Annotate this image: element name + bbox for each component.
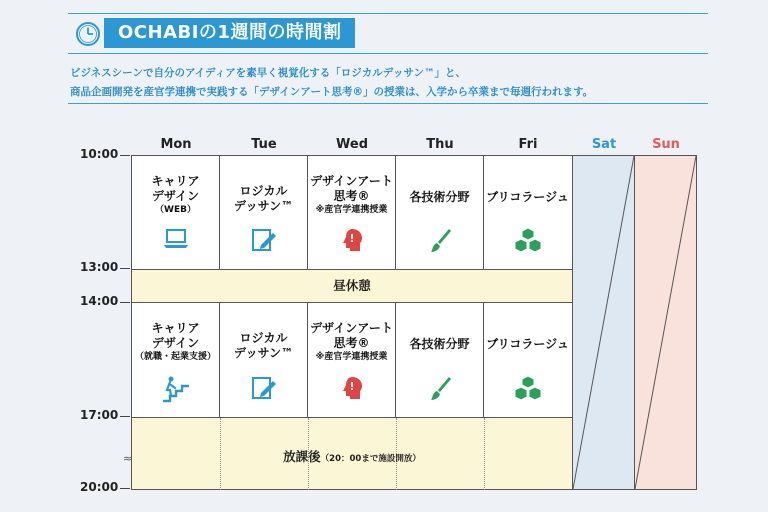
class-title-line: ブリコラージュ bbox=[486, 337, 569, 351]
afternoon-cell-fri bbox=[484, 303, 572, 417]
time-tick bbox=[120, 416, 130, 417]
time-tick bbox=[120, 155, 130, 156]
top-rule bbox=[68, 13, 708, 14]
class-title-line: 思考® bbox=[333, 336, 370, 350]
time-label: 20:00 bbox=[80, 480, 119, 494]
intro-line-1: ビジネスシーンで自分のアイディアを素早く視覚化する「ロジカルデッサン™」と、 bbox=[70, 67, 466, 79]
page-title: OCHABIの1週間の時間割 bbox=[104, 18, 355, 48]
clock-icon bbox=[74, 20, 102, 48]
morning-cell-tue bbox=[220, 156, 308, 269]
timetable-grid bbox=[131, 155, 573, 490]
day-header-mon: Mon bbox=[160, 137, 192, 152]
laptop-icon bbox=[163, 227, 189, 253]
intro-line-2: 商品企画開発を産官学連携で実践する「デザインアート思考®」の授業は、入学から卒業まで毎週行われます。 bbox=[70, 86, 594, 98]
head-idea-icon bbox=[340, 227, 364, 257]
time-label: 13:00 bbox=[80, 260, 119, 274]
day-header-wed: Wed bbox=[336, 137, 368, 152]
afternoon-cell-wed bbox=[308, 303, 396, 417]
afternoon-cell-thu bbox=[396, 303, 484, 417]
day-header-fri: Fri bbox=[518, 137, 538, 152]
class-title-line: 各技術分野 bbox=[409, 337, 470, 351]
class-note: （就職・起業支援） bbox=[134, 352, 216, 362]
class-title-line: デザイン bbox=[151, 336, 200, 350]
day-header-tue: Tue bbox=[251, 137, 277, 152]
time-label: 14:00 bbox=[80, 294, 119, 308]
after-school-block bbox=[132, 417, 572, 489]
day-header-sun: Sun bbox=[652, 137, 680, 152]
morning-cell-wed bbox=[308, 156, 396, 269]
time-tick bbox=[120, 302, 130, 303]
paintbrush-icon bbox=[428, 375, 452, 405]
class-title-line: ロジカル bbox=[239, 331, 288, 345]
afternoon-cell-mon bbox=[132, 303, 220, 417]
sunday-column bbox=[635, 155, 697, 490]
class-title-line: デザインアート bbox=[310, 174, 393, 188]
svg-text:!: ! bbox=[348, 232, 355, 245]
morning-cell-fri bbox=[484, 156, 572, 269]
class-title-line: ブリコラージュ bbox=[486, 190, 569, 204]
class-title-line: キャリア bbox=[151, 321, 200, 335]
time-tick bbox=[120, 488, 130, 489]
time-tick bbox=[120, 268, 130, 269]
paintbrush-icon bbox=[428, 227, 452, 257]
pencil-sketch-icon bbox=[251, 227, 277, 257]
class-note: ※産官学連携授業 bbox=[315, 205, 388, 215]
class-title-line: ロジカル bbox=[239, 184, 288, 198]
saturday-column bbox=[573, 155, 635, 490]
time-label: 10:00 bbox=[80, 147, 119, 161]
class-title-line: キャリア bbox=[151, 174, 200, 188]
afternoon-cell-tue bbox=[220, 303, 308, 417]
class-title-line: 思考® bbox=[333, 189, 370, 203]
head-idea-icon bbox=[340, 375, 364, 405]
cubes-icon bbox=[513, 227, 543, 257]
intro-rule bbox=[68, 103, 708, 104]
pencil-sketch-icon bbox=[251, 375, 277, 405]
after-school-label: 放課後（20：00まで施設開放） bbox=[283, 449, 421, 464]
class-title-line: デザインアート bbox=[310, 321, 393, 335]
lunch-break: 昼休憩 bbox=[132, 269, 572, 303]
class-note: （WEB） bbox=[155, 205, 196, 215]
time-gap-mark: ≈ bbox=[123, 452, 133, 465]
morning-cell-mon bbox=[132, 156, 220, 269]
title-underline bbox=[68, 53, 708, 54]
svg-text:!: ! bbox=[348, 380, 355, 393]
class-title-line: デッサン™ bbox=[233, 346, 294, 360]
class-note: ※産官学連携授業 bbox=[315, 352, 388, 362]
class-title-line: デッサン™ bbox=[233, 199, 294, 213]
cubes-icon bbox=[513, 375, 543, 405]
day-header-thu: Thu bbox=[426, 137, 454, 152]
day-header-sat: Sat bbox=[591, 137, 617, 152]
morning-cell-thu bbox=[396, 156, 484, 269]
stairs-climb-icon bbox=[161, 375, 191, 407]
class-title-line: 各技術分野 bbox=[409, 190, 470, 204]
time-label: 17:00 bbox=[80, 408, 119, 422]
class-title-line: デザイン bbox=[151, 189, 200, 203]
